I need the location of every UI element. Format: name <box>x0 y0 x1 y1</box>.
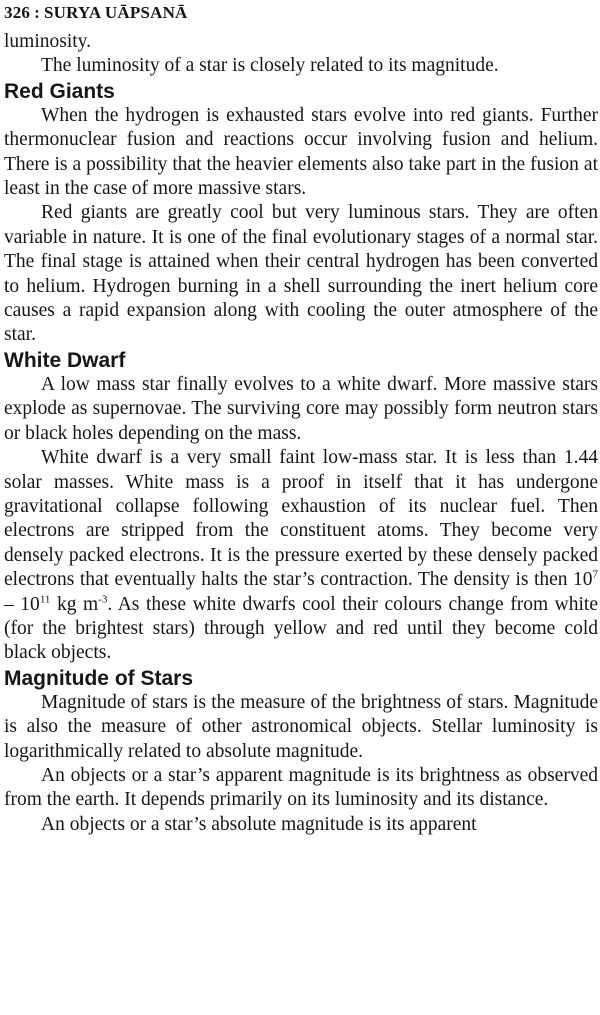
paragraph-density <box>4 446 598 666</box>
paragraph: An objects or a star’s absolute magnitude is its apparent <box>41 813 477 835</box>
section-heading-white-dwarf: White Dwarf <box>4 348 126 372</box>
paragraph-continued: luminosity. <box>4 31 92 52</box>
book-title: SURYA UĀPSANĀ <box>43 3 188 22</box>
paragraph: Red giants are greatly cool but very luminous stars. They are often variable in nature. It is one of the final evolutionary stages of a normal star. The final stage is attained when their central hydrogen has been converted to helium. Hydrogen burning in a shell surrounding the inert helium core causes a rapid expansion along with cooling the outer atmosphere of the star. <box>4 202 598 346</box>
paragraph: An objects or a star’s apparent magnitude is its brightness as observed from the earth. It depends primarily on its luminosity and its distance. <box>4 764 598 811</box>
paragraph: A low mass star finally evolves to a white dwarf. More massive stars explode as supernovae. The surviving core may possibly form neutron stars or black holes depending on the mass. <box>4 373 598 444</box>
superscript: -3 <box>98 593 108 606</box>
paragraph: The luminosity of a star is closely related to its magnitude. <box>41 55 499 77</box>
superscript: 7 <box>592 568 598 581</box>
text-run: White dwarf is a very small faint low-mass star. It is less than 1.44 solar masses. White mass is a proof in itself that it has undergone gravitational collapse following exhaustion of its nuclear fuel. Then electrons are stripped from the constituent atoms. They become very densely packed electrons. It is the pressure exerted by these densely packed electrons that eventually halts the star’s contraction. The density is then 10 <box>4 447 598 591</box>
section-heading-magnitude: Magnitude of Stars <box>4 666 194 690</box>
superscript: 11 <box>39 593 51 606</box>
page-number: 326 <box>4 3 31 22</box>
text-run: . As these white dwarfs cool their colours change from white (for the brightest stars) through yellow and red until they become cold black objects. <box>4 593 599 664</box>
text-run: – 10 <box>4 593 40 615</box>
running-head <box>4 2 598 24</box>
section-heading-red-giants: Red Giants <box>4 79 115 103</box>
text-run: kg m <box>50 593 99 615</box>
header-separator: : <box>34 3 40 22</box>
paragraph: Magnitude of stars is the measure of the brightness of stars. Magnitude is also the measure of other astronomical objects. Stellar luminosity is logarithmically related to absolute magnitude. <box>4 691 598 762</box>
paragraph: When the hydrogen is exhausted stars evolve into red giants. Further thermonuclear fusion and reactions occur involving fusion and helium. There is a possibility that the heavier elements also take part in the fusion at least in the case of more massive stars. <box>4 104 598 200</box>
